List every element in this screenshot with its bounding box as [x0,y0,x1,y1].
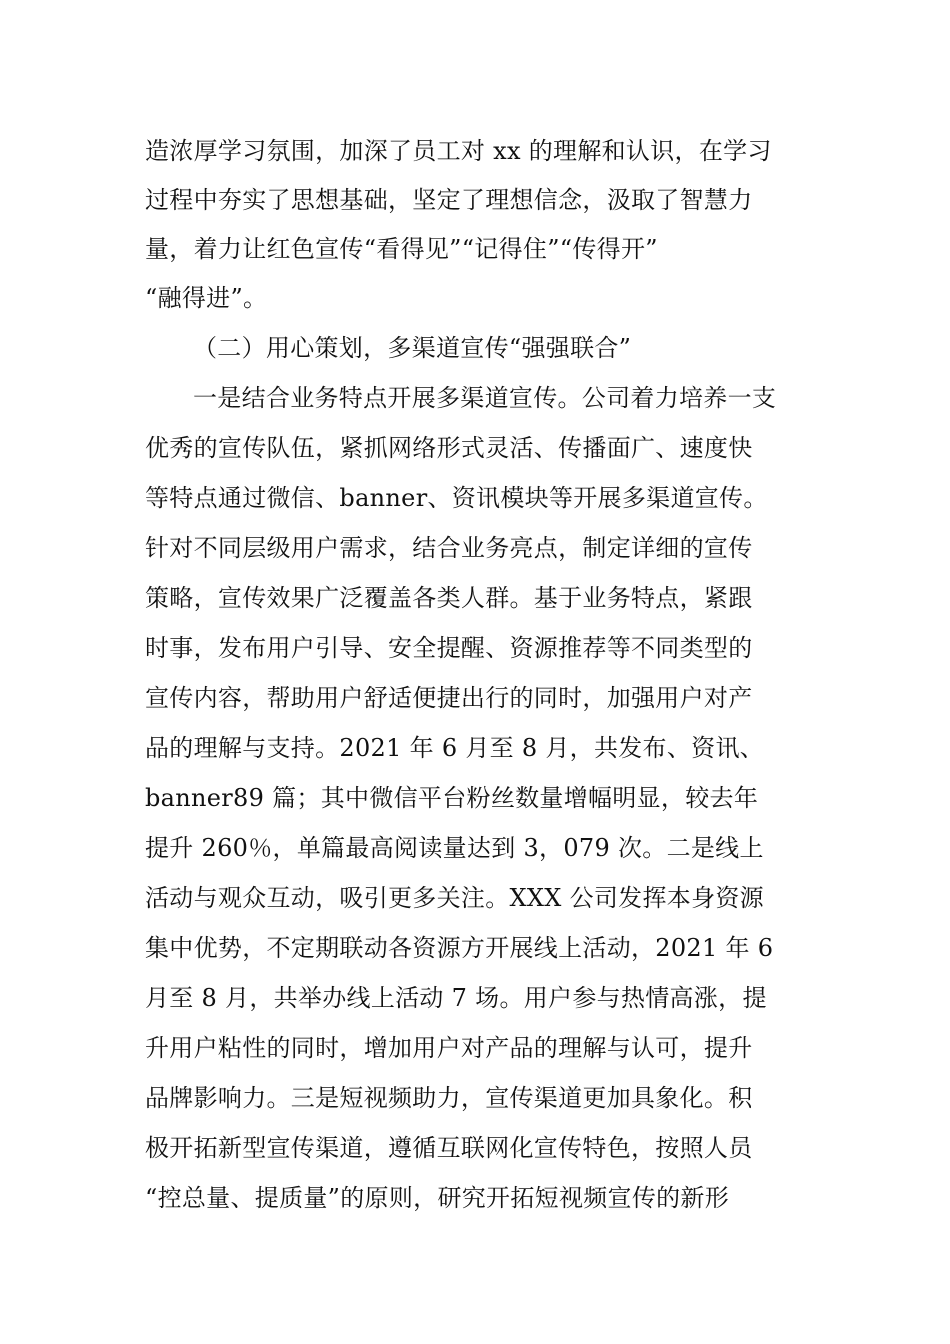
text-line-17: 集中优势，不定期联动各资源方开展线上活动，2021 年 6 [145,934,774,962]
text-line-10: 策略，宣传效果广泛覆盖各类人群。基于业务特点，紧跟 [145,584,753,612]
text-line-8: 等特点通过微信、banner、资讯模块等开展多渠道宣传。 [145,484,768,512]
text-line-12: 宣传内容，帮助用户舒适便捷出行的同时，加强用户对产 [145,684,753,712]
section-heading: （二）用心策划，多渠道宣传“强强联合” [193,334,632,362]
text-line-18: 月至 8 月，共举办线上活动 7 场。用户参与热情高涨，提 [145,984,767,1012]
text-line-14: banner89 篇；其中微信平台粉丝数量增幅明显，较去年 [145,784,759,812]
text-line-21: 极开拓新型宣传渠道，遵循互联网化宣传特色，按照人员 [145,1134,753,1162]
text-line-7: 优秀的宣传队伍，紧抓网络形式灵活、传播面广、速度快 [145,434,753,462]
text-line-15: 提升 260％，单篇最高阅读量达到 3，079 次。二是线上 [145,834,764,862]
text-line-3: 量，着力让红色宣传“看得见”“记得住”“传得开” [145,235,658,263]
text-line-13: 品的理解与支持。2021 年 6 月至 8 月，共发布、资讯、 [145,734,765,762]
text-line-19: 升用户粘性的同时，增加用户对产品的理解与认可，提升 [145,1034,753,1062]
text-line-9: 针对不同层级用户需求，结合业务亮点，制定详细的宣传 [145,534,753,562]
text-line-22: “控总量、提质量”的原则，研究开拓短视频宣传的新形 [145,1184,730,1212]
text-line-2: 过程中夯实了思想基础，坚定了理想信念，汲取了智慧力 [145,186,753,214]
text-line-1: 造浓厚学习氛围，加深了员工对 xx 的理解和认识，在学习 [145,137,772,165]
text-line-11: 时事，发布用户引导、安全提醒、资源推荐等不同类型的 [145,634,753,662]
text-line-6: 一是结合业务特点开展多渠道宣传。公司着力培养一支 [193,384,777,412]
text-line-4: “融得进”。 [145,284,268,312]
text-line-20: 品牌影响力。三是短视频助力，宣传渠道更加具象化。积 [145,1084,753,1112]
text-line-16: 活动与观众互动，吸引更多关注。XXX 公司发挥本身资源 [145,884,764,912]
